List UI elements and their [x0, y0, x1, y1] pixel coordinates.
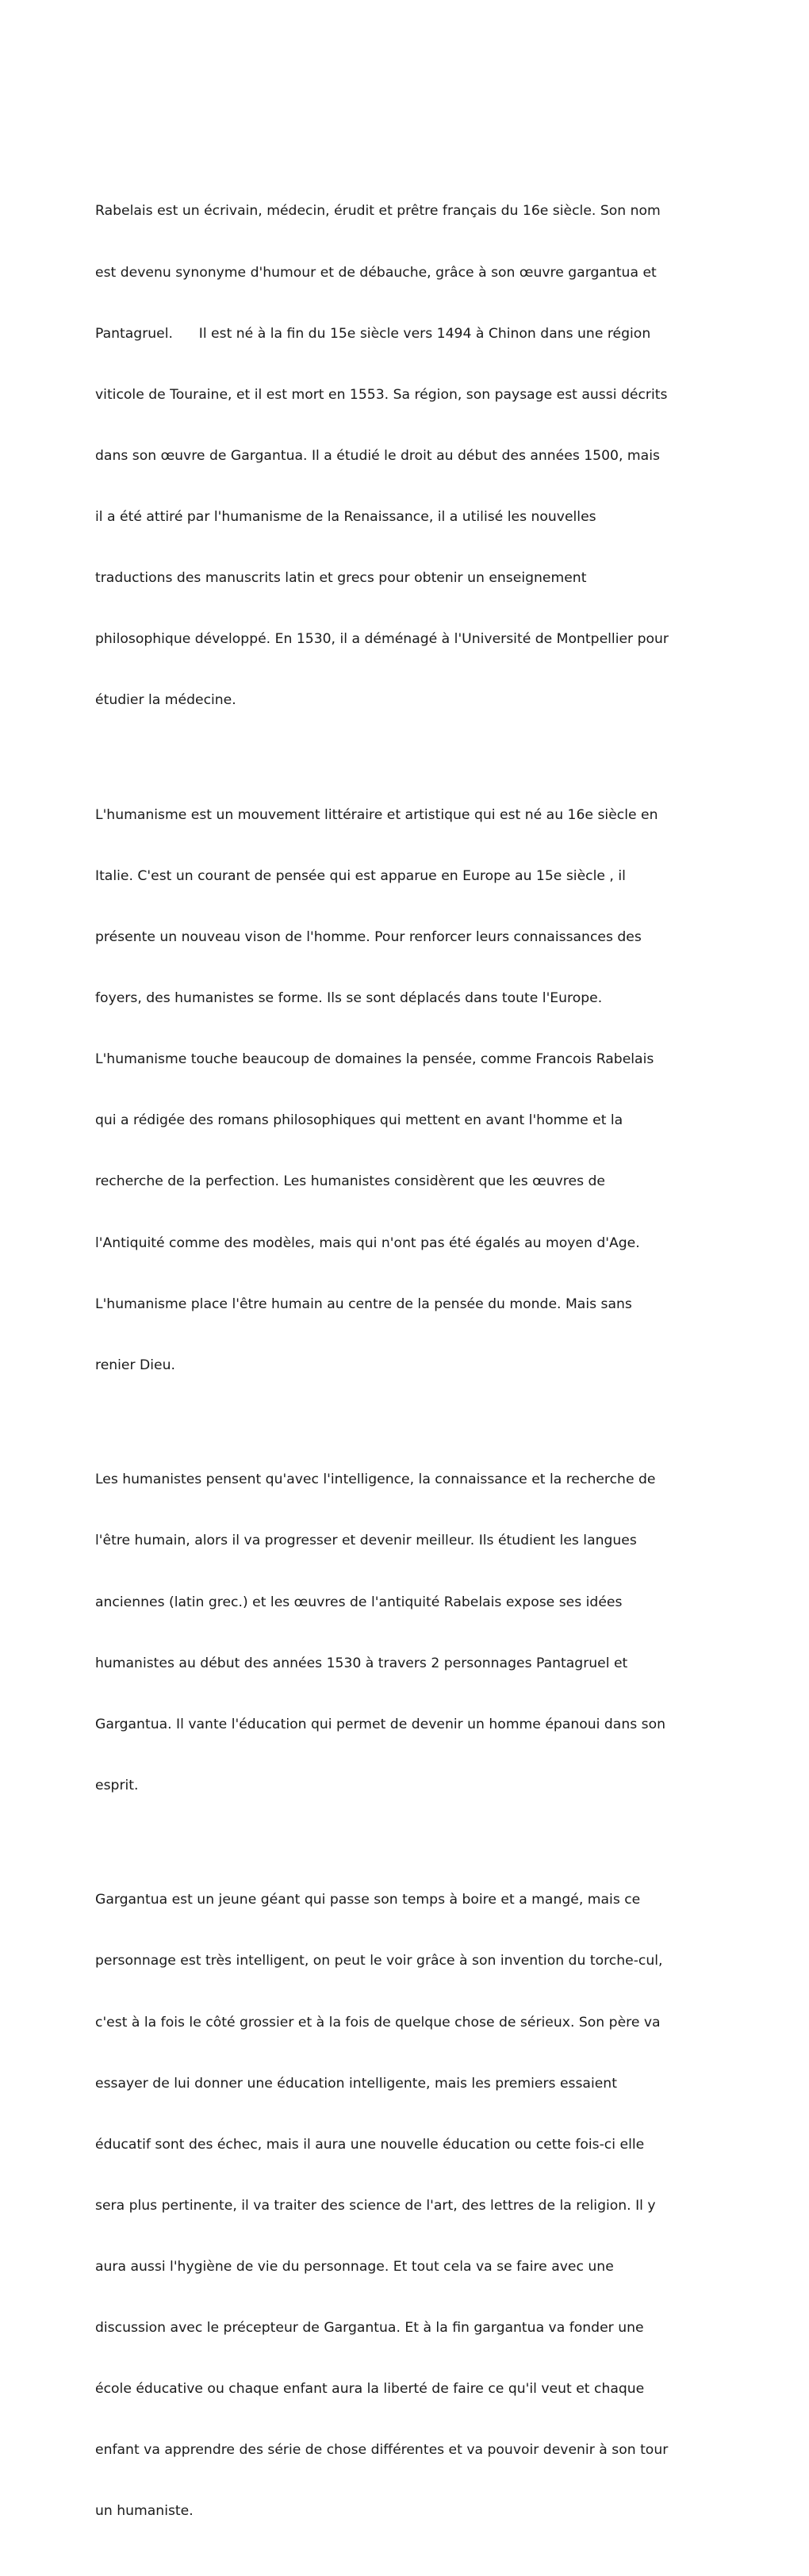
text-line: philosophique développé. En 1530, il a déménagé à l'Université de Montpellier pour: [95, 631, 669, 648]
text-line: école éducative ou chaque enfant aura la liberté de faire ce qu'il veut et chaque: [95, 2381, 645, 2398]
text-line: Pantagruel. Il est né à la fin du 15e siècle vers 1494 à Chinon dans une région: [95, 325, 651, 342]
text-line: aura aussi l'hygiène de vie du personnage. Et tout cela va se faire avec une: [95, 2259, 614, 2276]
document-body: [95, 161, 714, 2576]
text-line: enfant va apprendre des série de chose différentes et va pouvoir devenir à son tour: [95, 2442, 669, 2459]
text-line: traductions des manuscrits latin et grecs pour obtenir un enseignement: [95, 570, 587, 587]
text-line: Gargantua est un jeune géant qui passe son temps à boire et a mangé, mais ce: [95, 1892, 641, 1908]
text-line: essayer de lui donner une éducation intelligente, mais les premiers essaient: [95, 2075, 617, 2092]
text-line: étudier la médecine.: [95, 692, 236, 709]
text-line: Italie. C'est un courant de pensée qui est apparue en Europe au 15e siècle , il: [95, 867, 626, 884]
text-line: foyers, des humanistes se forme. Ils se sont déplacés dans toute l'Europe.: [95, 990, 603, 1007]
text-line: l'être humain, alors il va progresser et devenir meilleur. Ils étudient les langues: [95, 1533, 637, 1549]
paragraph-humanisme-definition: [95, 764, 714, 1417]
text-line: Les humanistes pensent qu'avec l'intelligence, la connaissance et la recherche de: [95, 1472, 656, 1488]
text-line: Rabelais est un écrivain, médecin, érudit et prêtre français du 16e siècle. Son nom: [95, 203, 661, 220]
text-line: recherche de la perfection. Les humanistes considèrent que les œuvres de: [95, 1173, 605, 1190]
text-line: il a été attiré par l'humanisme de la Renaissance, il a utilisé les nouvelles: [95, 508, 596, 525]
paragraph-gargantua: [95, 1850, 714, 2563]
text-line: Gargantua. Il vante l'éducation qui permet de devenir un homme épanoui dans son: [95, 1716, 666, 1732]
text-line: esprit.: [95, 1777, 139, 1793]
text-line: qui a rédigée des romans philosophiques qui mettent en avant l'homme et la: [95, 1112, 623, 1129]
text-line: L'humanisme touche beaucoup de domaines la pensée, comme Francois Rabelais: [95, 1051, 654, 1068]
paragraph-rabelais-biography: [95, 161, 714, 752]
text-line: est devenu synonyme d'humour et de débauche, grâce à son œuvre gargantua et: [95, 264, 657, 281]
text-line: L'humanisme est un mouvement littéraire et artistique qui est né au 16e siècle en: [95, 806, 658, 823]
text-line: éducatif sont des échec, mais il aura une nouvelle éducation ou cette fois-ci elle: [95, 2136, 645, 2153]
text-line: présente un nouveau vison de l'homme. Pour renforcer leurs connaissances des: [95, 929, 642, 946]
text-line: dans son œuvre de Gargantua. Il a étudié le droit au début des années 1500, mais: [95, 447, 660, 464]
text-line: humanistes au début des années 1530 à travers 2 personnages Pantagruel et: [95, 1655, 628, 1671]
text-line: viticole de Touraine, et il est mort en 1553. Sa région, son paysage est aussi décrits: [95, 386, 668, 403]
text-line: discussion avec le précepteur de Gargantua. Et à la fin gargantua va fonder une: [95, 2320, 644, 2337]
text-line: sera plus pertinente, il va traiter des science de l'art, des lettres de la religion. Il y: [95, 2197, 656, 2214]
paragraph-humanistes-pensee: [95, 1430, 714, 1837]
text-line: renier Dieu.: [95, 1357, 175, 1373]
text-line: un humaniste.: [95, 2503, 194, 2520]
text-line: c'est à la fois le côté grossier et à la fois de quelque chose de sérieux. Son père va: [95, 2014, 661, 2031]
text-line: L'humanisme place l'être humain au centre de la pensée du monde. Mais sans: [95, 1296, 632, 1312]
text-line: l'Antiquité comme des modèles, mais qui n'ont pas été égalés au moyen d'Age.: [95, 1234, 640, 1251]
text-line: personnage est très intelligent, on peut le voir grâce à son invention du torche-cul,: [95, 1953, 663, 1969]
text-line: anciennes (latin grec.) et les œuvres de l'antiquité Rabelais expose ses idées: [95, 1594, 623, 1610]
